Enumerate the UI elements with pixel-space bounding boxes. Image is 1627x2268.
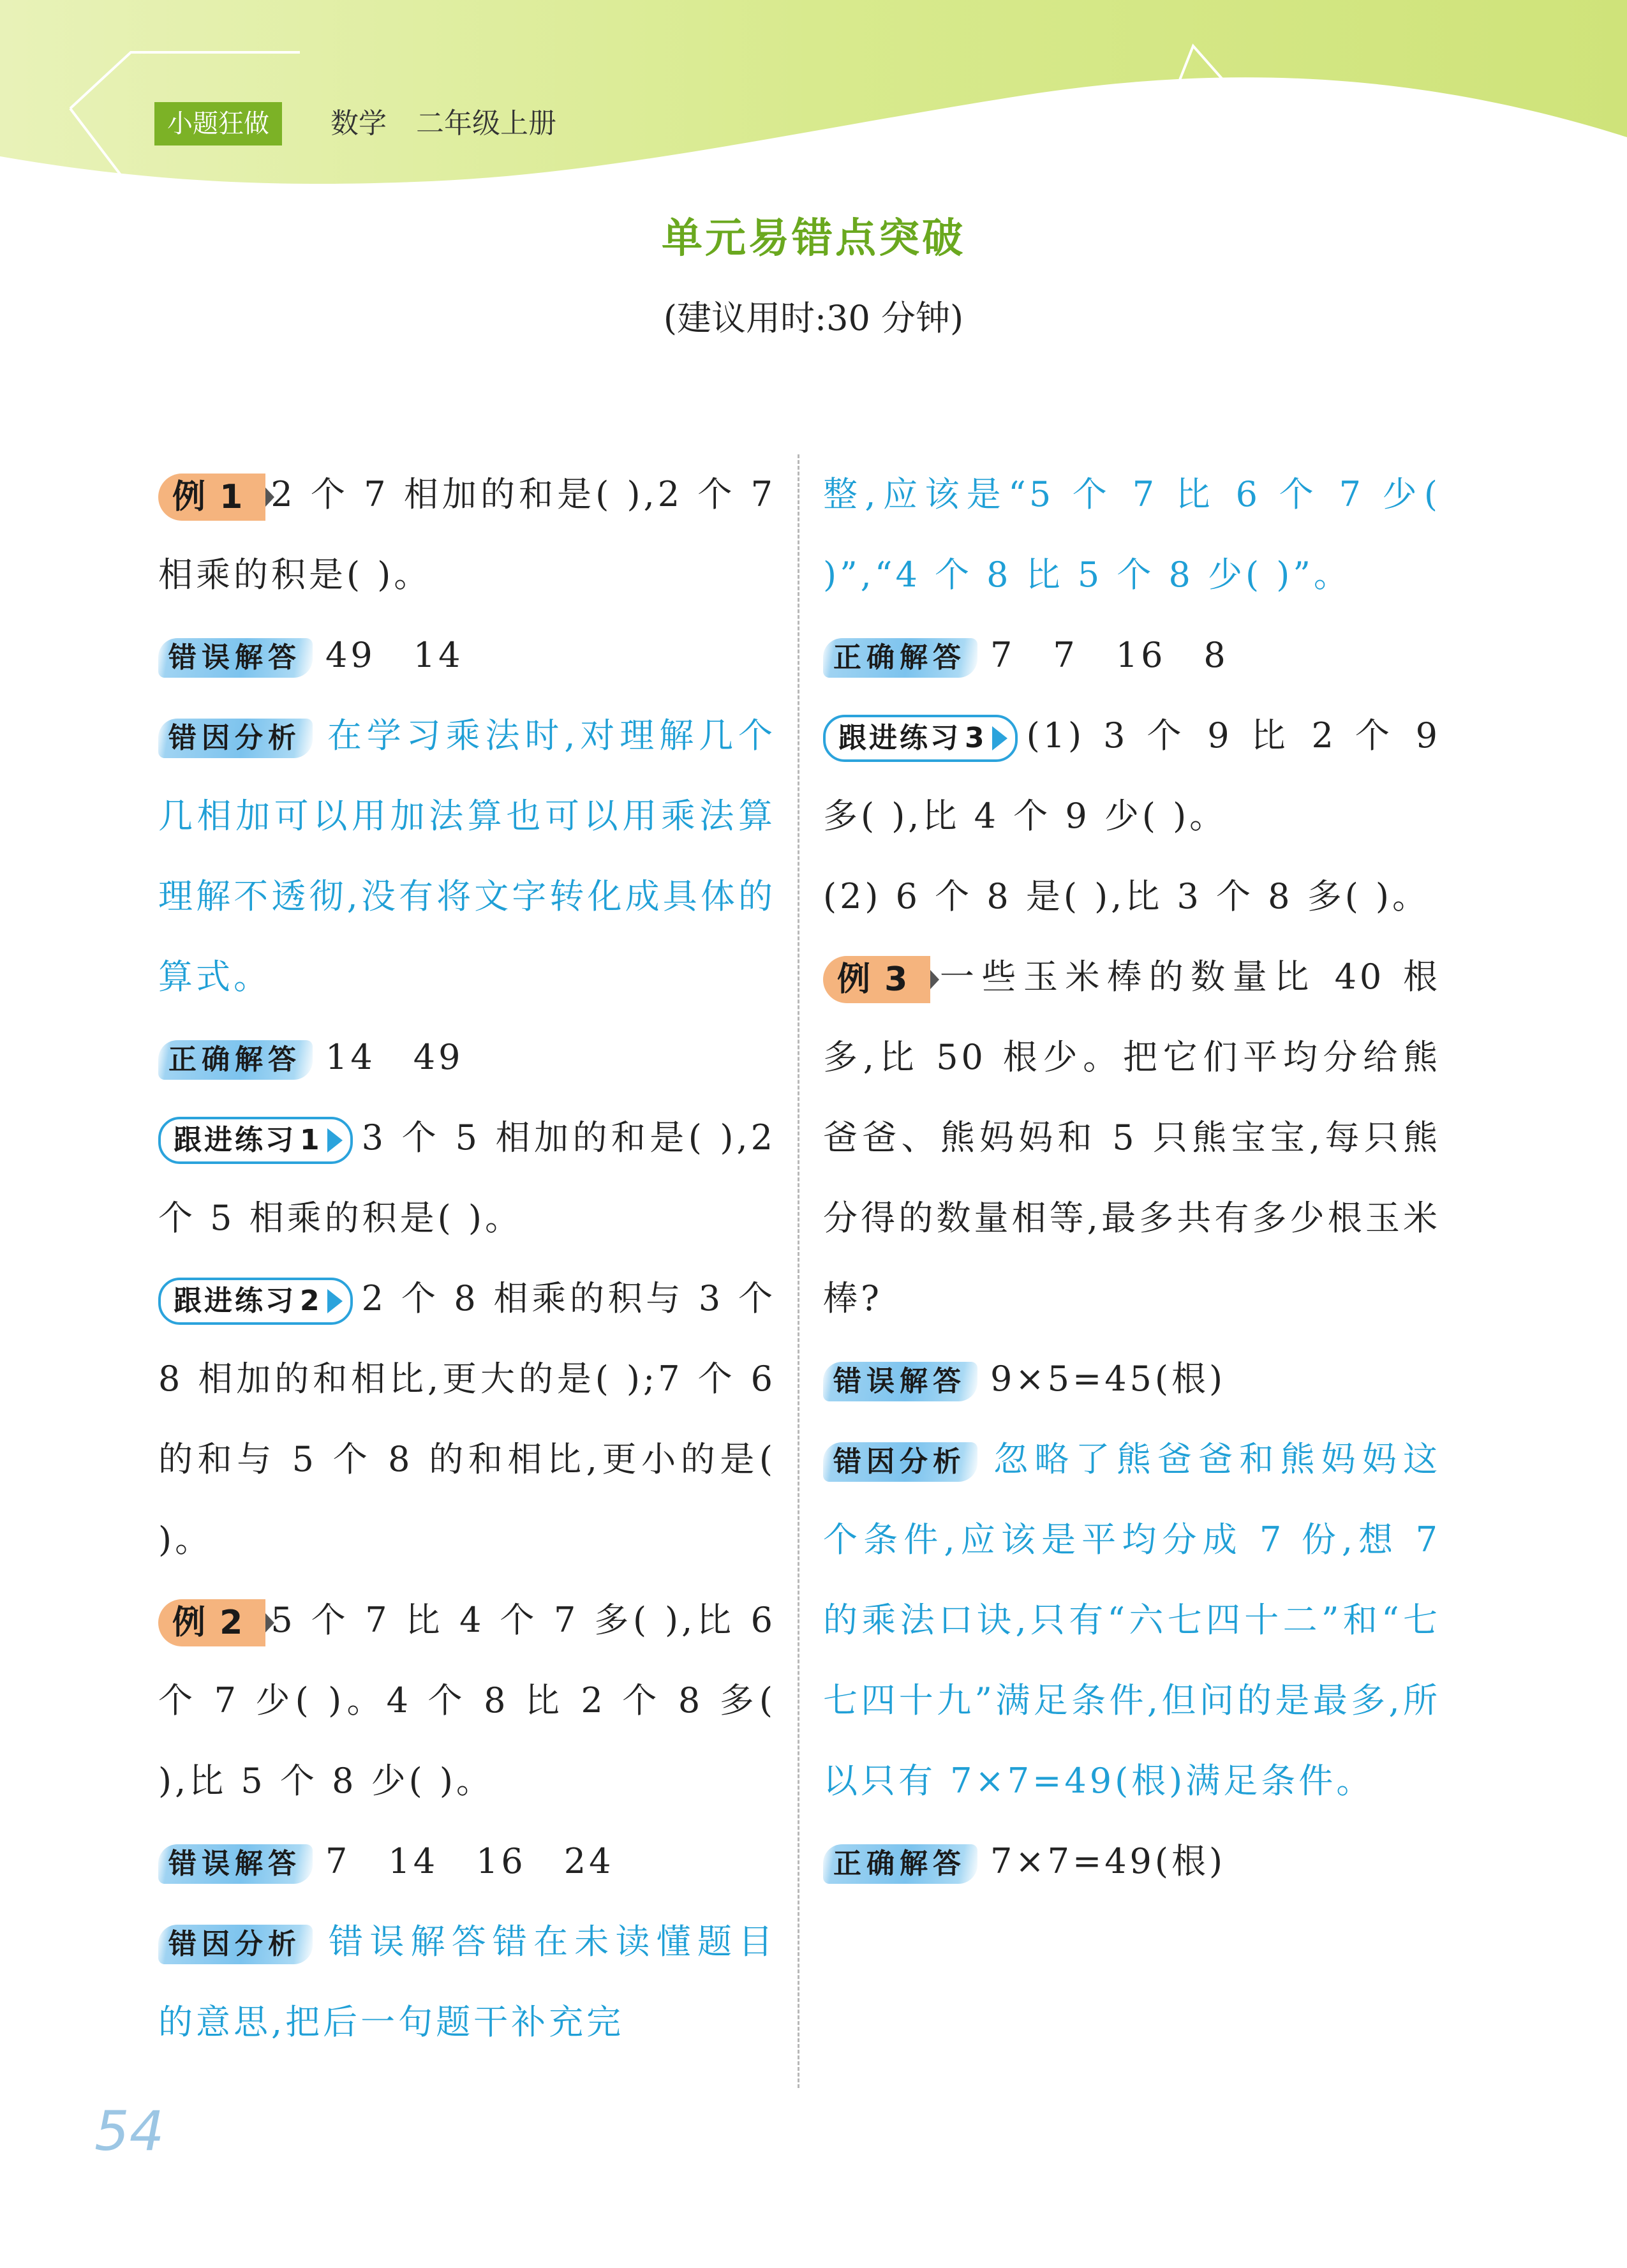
- error-analysis-tag: 错因分析: [823, 1442, 977, 1482]
- example-1: [158, 454, 776, 615]
- column-divider: [798, 454, 799, 2088]
- error-analysis-tag: 错因分析: [158, 1925, 313, 1964]
- example-2-correct: [823, 615, 1441, 696]
- left-column: [158, 454, 776, 2063]
- wrong-answer-tag: 错误解答: [158, 1844, 313, 1884]
- practice-3: [823, 696, 1441, 856]
- example-3-tag: 例 3: [823, 956, 930, 1003]
- example-3-analysis-text: 忽略了熊爸爸和熊妈妈这个条件,应该是平均分成 7 份,想 7 的乘法口诀,只有“六七四十二”和“七七四十九”满足条件,但问的是最多,所以只有 7×7=49(根)满足条件。: [823, 1439, 1441, 1801]
- example-1-question: 2 个 7 相加的和是( ),2 个 7 相乘的积是( )。: [158, 474, 776, 595]
- example-1-wrong: [158, 615, 776, 696]
- practice-2-tag: 跟进练习 2: [158, 1278, 353, 1325]
- correct-answer-tag: 正确解答: [823, 1844, 977, 1884]
- play-triangle-icon: [992, 726, 1007, 750]
- practice-1: [158, 1098, 776, 1258]
- example-2-tag: 例 2: [158, 1599, 265, 1646]
- play-triangle-icon: [327, 1289, 343, 1313]
- series-tag: 小题狂做: [154, 102, 282, 145]
- practice-3-tag: 跟进练习 3: [823, 715, 1018, 762]
- example-1-analysis-text: 在学习乘法时,对理解几个几相加可以用加法算也可以用乘法算理解不透彻,没有将文字转化成具体的算式。: [158, 715, 776, 997]
- example-2: [158, 1580, 776, 1821]
- subject-label: 数学: [331, 107, 387, 140]
- practice-1-question: 3 个 5 相加的和是( ),2 个 5 相乘的积是( )。: [158, 1117, 776, 1238]
- example-1-correct: [158, 1017, 776, 1098]
- error-analysis-tag: 错因分析: [158, 719, 313, 758]
- practice-3-question-1: (1) 3 个 9 比 2 个 9 多( ),比 4 个 9 少( )。: [823, 715, 1441, 836]
- example-2-wrong-value: 7 14 16 24: [325, 1841, 614, 1881]
- practice-2: [158, 1258, 776, 1580]
- wrong-answer-tag: 错误解答: [823, 1362, 977, 1401]
- example-1-correct-value: 14 49: [325, 1037, 464, 1077]
- example-1-analysis: [158, 696, 776, 1017]
- page-number: 54: [94, 2100, 165, 2163]
- correct-answer-tag: 正确解答: [823, 638, 977, 678]
- example-3-wrong: [823, 1339, 1441, 1419]
- example-2-question: 5 个 7 比 4 个 7 多( ),比 6 个 7 少( )。4 个 8 比 2 个 8 多( ),比 5 个 8 少( )。: [158, 1600, 776, 1801]
- example-3-wrong-value: 9×5=45(根): [990, 1359, 1226, 1399]
- example-2-analysis-continued: 整,应该是“5 个 7 比 6 个 7 少( )”,“4 个 8 比 5 个 8 少( )”。: [823, 474, 1441, 595]
- right-column: [823, 454, 1441, 1902]
- example-3-analysis: [823, 1419, 1441, 1821]
- practice-1-tag: 跟进练习 1: [158, 1117, 353, 1164]
- example-3-correct: [823, 1821, 1441, 1902]
- example-2-correct-value: 7 7 16 8: [990, 635, 1229, 675]
- example-2-analysis: [158, 1902, 776, 2063]
- grade-label: 二年级上册: [416, 107, 556, 140]
- practice-3-question-2: (2) 6 个 8 是( ),比 3 个 8 多( )。: [823, 876, 1430, 916]
- example-1-tag: 例 1: [158, 474, 265, 521]
- page-title: 单元易错点突破: [662, 215, 965, 262]
- page-subtitle: (建议用时:30 分钟): [663, 298, 964, 338]
- example-3: [823, 937, 1441, 1339]
- wrong-answer-tag: 错误解答: [158, 638, 313, 678]
- example-2-wrong: [158, 1821, 776, 1902]
- example-3-question: 一些玉米棒的数量比 40 根多,比 50 根少。把它们平均分给熊爸爸、熊妈妈和 5 只熊宝宝,每只熊分得的数量相等,最多共有多少根玉米棒?: [823, 957, 1441, 1318]
- correct-answer-tag: 正确解答: [158, 1040, 313, 1080]
- practice-2-question: 2 个 8 相乘的积与 3 个 8 相加的和相比,更大的是( );7 个 6 的和与 5 个 8 的和相比,更小的是( )。: [158, 1278, 776, 1560]
- example-3-correct-value: 7×7=49(根): [990, 1841, 1226, 1881]
- example-1-wrong-value: 49 14: [325, 635, 464, 675]
- example-2-analysis-text: 错误解答错在未读懂题目的意思,把后一句题干补充完: [158, 1921, 776, 2042]
- play-triangle-icon: [327, 1128, 343, 1153]
